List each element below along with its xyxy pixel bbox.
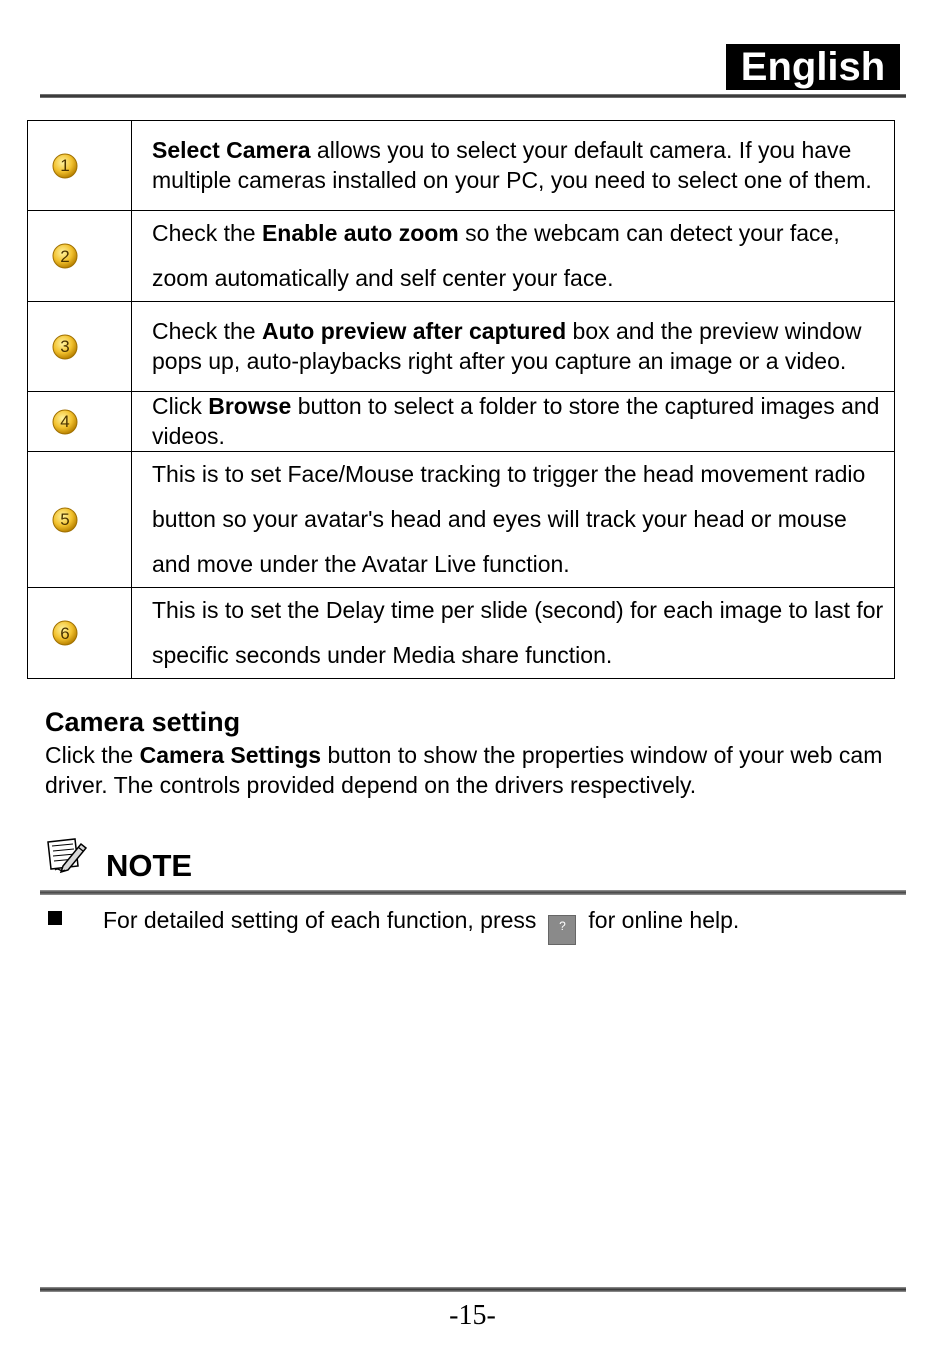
note-title: NOTE	[106, 848, 193, 883]
note-item	[103, 905, 739, 945]
description-bold-term: Enable auto zoom	[261, 220, 459, 246]
number-2-badge-icon	[52, 243, 78, 269]
language-label: English	[726, 44, 900, 90]
number-cell	[28, 392, 132, 452]
description-cell	[132, 302, 895, 392]
description-cell	[132, 392, 895, 452]
badge-number: 3	[60, 337, 70, 356]
number-4-badge-icon	[52, 409, 78, 435]
description-text: Click	[152, 393, 209, 419]
badge-number: 2	[60, 246, 70, 266]
paragraph-bold-term: Camera Settings	[139, 742, 322, 768]
description-text: This is to set the Delay time per slide (second) for each image to last for specific seconds under Media share function.	[152, 597, 884, 668]
feature-table	[27, 120, 895, 679]
description-cell	[132, 121, 895, 211]
number-6-badge-icon	[52, 620, 78, 646]
section-heading: Camera setting	[45, 707, 241, 737]
table-row	[28, 452, 895, 588]
page-number: -15-	[449, 1300, 496, 1331]
description-cell	[132, 211, 895, 302]
description-text: allows you to select your default camera. If you have multiple cameras installed on your PC, you need to select one of them.	[152, 137, 872, 193]
number-cell	[28, 302, 132, 392]
note-divider	[40, 890, 906, 895]
square-bullet-icon	[48, 911, 62, 925]
description-text: This is to set Face/Mouse tracking to trigger the head movement radio button so your avatar's head and eyes will track your head or mouse and move under the Avatar Live function.	[152, 461, 866, 577]
table-row	[28, 211, 895, 302]
description-text: Check the	[152, 220, 262, 246]
description-text: button to select a folder to store the captured images and videos.	[152, 393, 880, 449]
description-cell	[132, 452, 895, 588]
number-cell	[28, 588, 132, 679]
number-cell	[28, 211, 132, 302]
note-text: for online help.	[588, 907, 740, 933]
description-text: box and the preview window pops up, auto-playbacks right after you capture an image or a video.	[152, 318, 862, 374]
table-row	[28, 302, 895, 392]
table-row	[28, 392, 895, 452]
header-divider	[40, 94, 906, 98]
badge-number: 4	[60, 412, 70, 431]
paragraph-text: Click the	[45, 742, 140, 768]
number-cell	[28, 121, 132, 211]
table-row	[28, 588, 895, 679]
help-button-icon: ?	[548, 915, 576, 945]
number-3-badge-icon	[52, 334, 78, 360]
badge-number: 6	[60, 623, 70, 643]
description-text: Check the	[152, 318, 262, 344]
footer-divider	[40, 1287, 906, 1292]
description-bold-term: Browse	[208, 393, 292, 419]
description-bold-term: Auto preview after captured	[261, 318, 567, 344]
section-paragraph	[45, 740, 905, 800]
description-bold-term: Select Camera	[152, 137, 311, 163]
badge-number: 1	[60, 156, 70, 175]
number-cell	[28, 452, 132, 588]
paragraph-text: button to show the properties window of your web cam driver. The controls provided depend on the drivers respectively.	[45, 742, 883, 798]
number-1-badge-icon	[52, 153, 78, 179]
note-pencil-icon	[45, 836, 89, 876]
description-cell	[132, 588, 895, 679]
number-5-badge-icon	[52, 507, 78, 533]
note-text: For detailed setting of each function, press	[103, 907, 537, 933]
table-row	[28, 121, 895, 211]
badge-number: 5	[60, 510, 70, 529]
description-text: so the webcam can detect your face, zoom automatically and self center your face.	[152, 220, 840, 291]
